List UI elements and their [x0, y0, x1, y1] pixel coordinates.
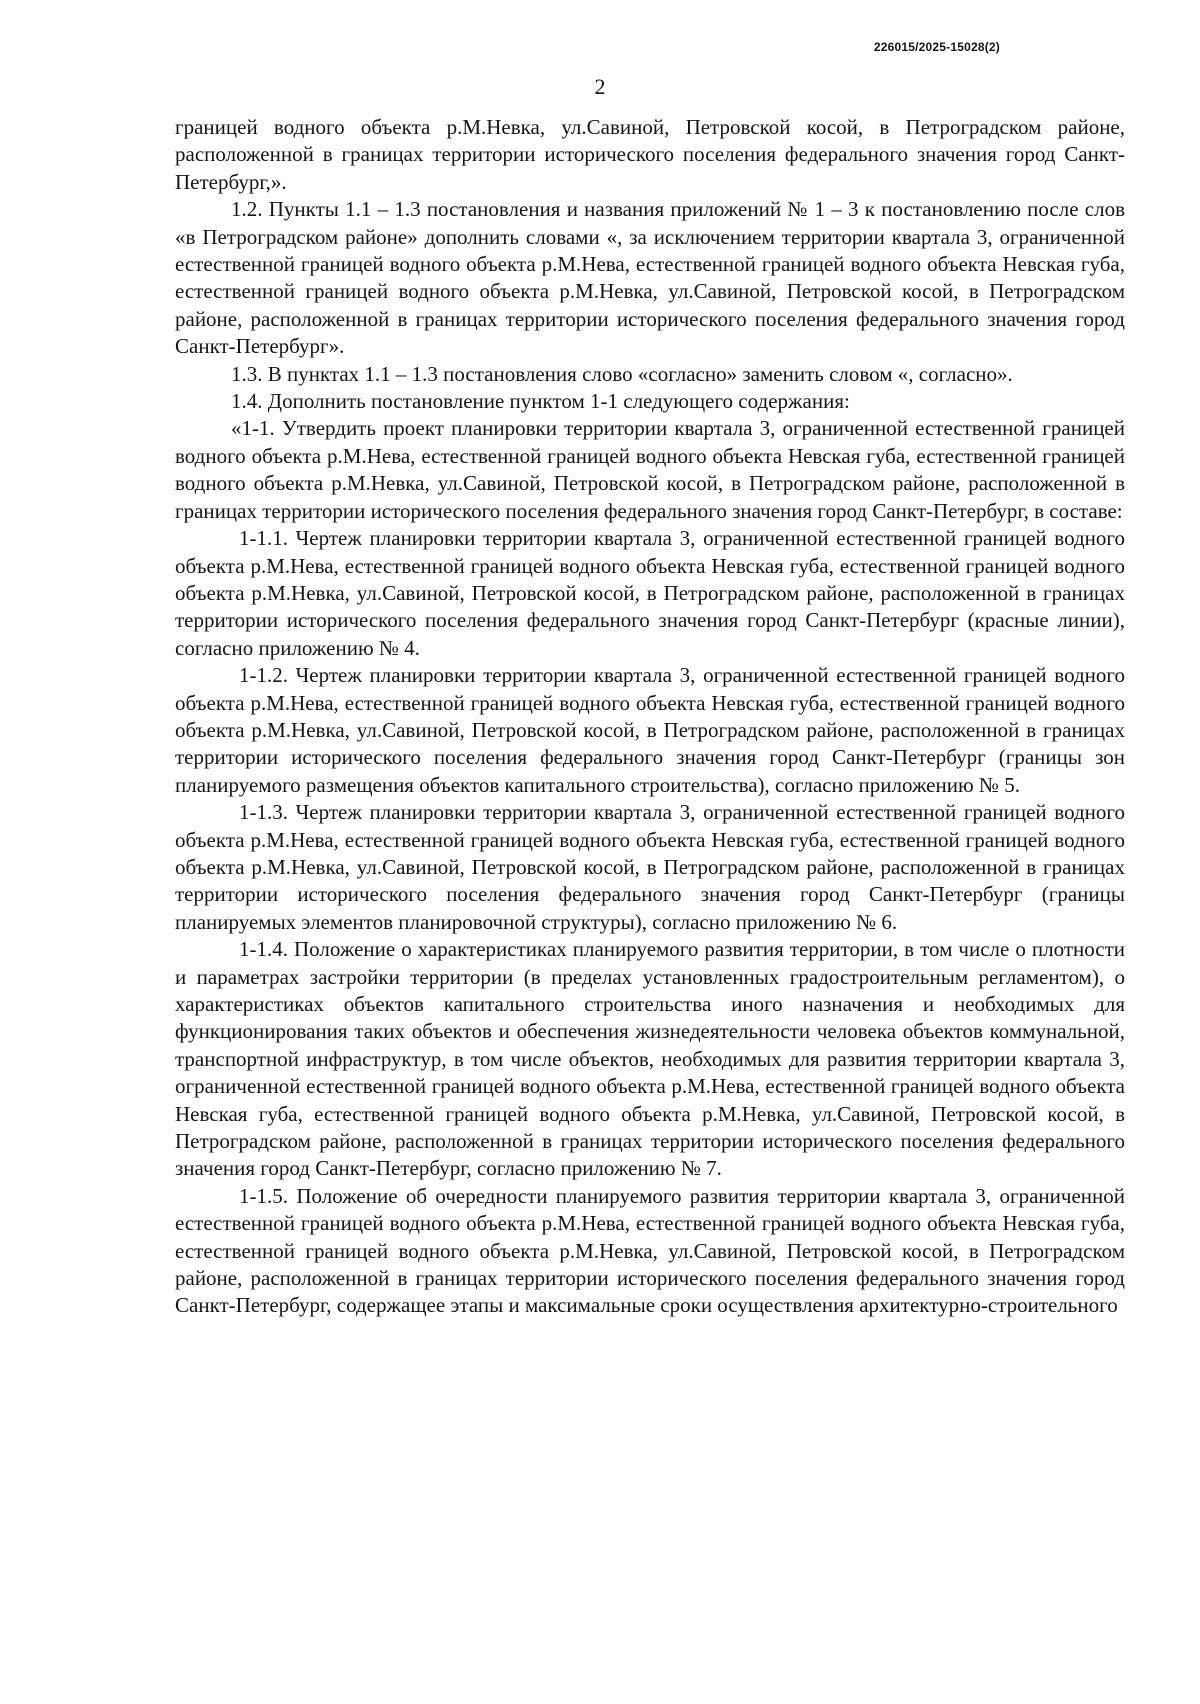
page-number: 2 [594, 74, 606, 99]
paragraph-1-4: 1.4. Дополнить постановление пунктом 1-1 следующего содержания: [231, 389, 850, 414]
document-body [175, 114, 1125, 1320]
paragraph-1-1-intro: «1-1. Утвердить проект планировки территории квартала 3, ограниченной естественной границей водного объекта р.М.Нева, естественной границей водного объекта Невская губа, естественной границей водного объекта р.М.Невка, ул.Савиной, Петровской косой, в Петроградском районе, расположенной в границах территории исторического поселения федерального значения город Санкт-Петербург, в составе: [175, 416, 1125, 523]
paragraph-1-2: 1.2. Пункты 1.1 – 1.3 постановления и названия приложений № 1 – 3 к постановлению после слов «в Петроградском районе» дополнить словами «, за исключением территории квартала 3, ограниченной естественной границей водного объекта р.М.Нева, естественной границей водного объекта Невская губа, естественной границей водного объекта р.М.Невка, ул.Савиной, Петровской косой, в Петроградском районе, расположенной в границах территории исторического поселения федерального значения город Санкт-Петербург». [175, 197, 1125, 359]
paragraph-continuation: границей водного объекта р.М.Невка, ул.Савиной, Петровской косой, в Петроградском районе, расположенной в границах территории исторического поселения федерального значения город Санкт-Петербург,». [175, 115, 1125, 194]
paragraph-1-1-4: 1-1.4. Положение о характеристиках планируемого развития территории, в том числе о плотности и параметрах застройки территории (в пределах установленных градостроительным регламентом), о характеристиках объектов капитального строительства иного назначения и необходимых для функционирования таких объектов и обеспечения жизнедеятельности человека объектов коммунальной, транспортной инфраструктур, в том числе объектов, необходимых для развития территории квартала 3, ограниченной естественной границей водного объекта р.М.Нева, естественной границей водного объекта Невская губа, естественной границей водного объекта р.М.Невка, ул.Савиной, Петровской косой, в Петроградском районе, расположенной в границах территории исторического поселения федерального значения город Санкт-Петербург, согласно приложению № 7. [175, 937, 1125, 1181]
paragraph-1-1-2: 1-1.2. Чертеж планировки территории квартала 3, ограниченной естественной границей водного объекта р.М.Нева, естественной границей водного объекта Невская губа, естественной границей водного объекта р.М.Невка, ул.Савиной, Петровской косой, в Петроградском районе, расположенной в границах территории исторического поселения федерального значения город Санкт-Петербург (границы зон планируемого размещения объектов капитального строительства), согласно приложению № 5. [175, 663, 1125, 797]
paragraph-1-1-1: 1-1.1. Чертеж планировки территории квартала 3, ограниченной естественной границей водного объекта р.М.Нева, естественной границей водного объекта Невская губа, естественной границей водного объекта р.М.Невка, ул.Савиной, Петровской косой, в Петроградском районе, расположенной в границах территории исторического поселения федерального значения город Санкт-Петербург (красные линии), согласно приложению № 4. [175, 526, 1125, 660]
paragraph-1-3: 1.3. В пунктах 1.1 – 1.3 постановления слово «согласно» заменить словом «, согласно». [231, 361, 1013, 386]
document-registration-number: 226015/2025-15028(2) [873, 40, 1000, 54]
paragraph-1-1-5: 1-1.5. Положение об очередности планируемого развития территории квартала 3, ограниченной естественной границей водного объекта р.М.Нева, естественной границей водного объекта Невская губа, естественной границей водного объекта р.М.Невка, ул.Савиной, Петровской косой, в Петроградском районе, расположенной в границах территории исторического поселения федерального значения город Санкт-Петербург, содержащее этапы и максимальные сроки осуществления архитектурно-строительного [175, 1183, 1125, 1318]
paragraph-1-1-3: 1-1.3. Чертеж планировки территории квартала 3, ограниченной естественной границей водного объекта р.М.Нева, естественной границей водного объекта Невская губа, естественной границей водного объекта р.М.Невка, ул.Савиной, Петровской косой, в Петроградском районе, расположенной в границах территории исторического поселения федерального значения город Санкт-Петербург (границы планируемых элементов планировочной структуры), согласно приложению № 6. [175, 800, 1125, 934]
